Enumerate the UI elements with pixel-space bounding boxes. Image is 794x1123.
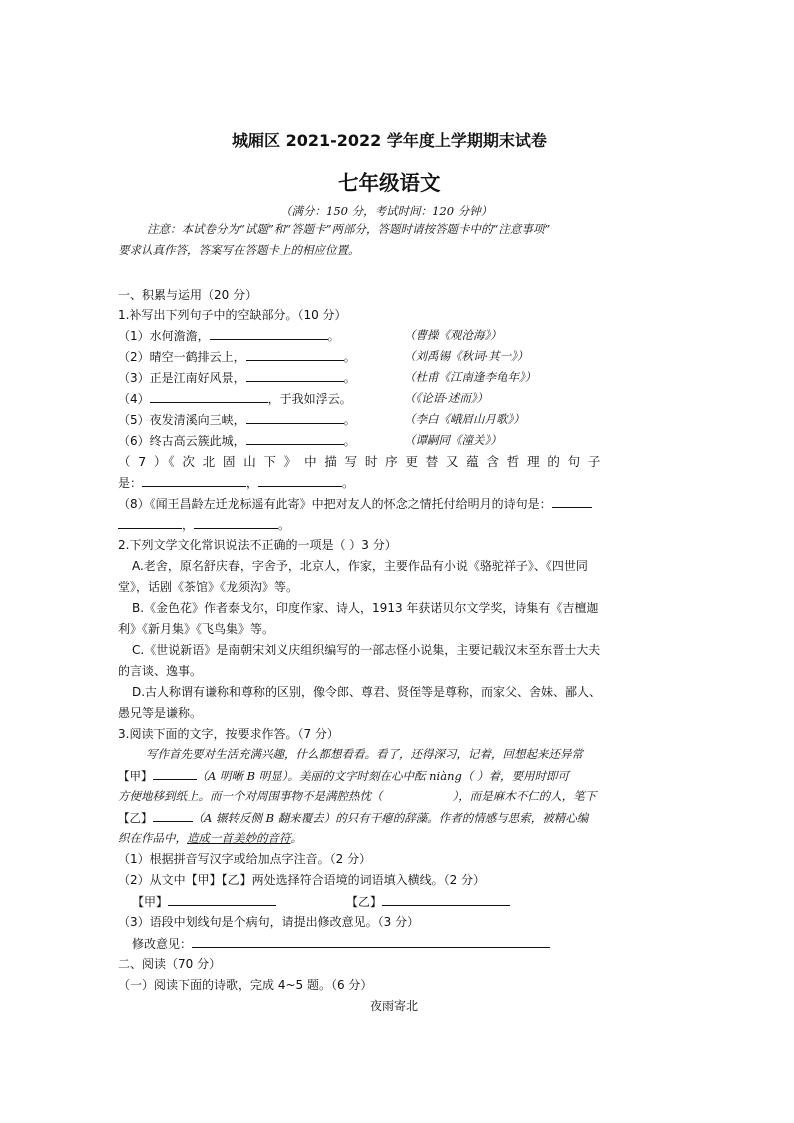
answer-blank[interactable] [150,389,268,403]
q3-edit-line: 修改意见： [132,934,550,954]
q1-source-2: （刘禹锡《秋词·其一》） [404,349,529,363]
q1-line-4: （4） ，于我如浮云。 [118,389,352,409]
answer-blank[interactable] [246,368,344,382]
q1-line-6: （6）终古高云簇此城， 。 [118,431,356,451]
answer-blank[interactable] [258,473,342,487]
q2-option-c-line1: C.《世说新语》是南朝宋刘义庆组织编写的一部志怪小说集，主要记载汉末至东晋士大夫 [132,643,601,657]
exam-title: 城厢区 2021-2022 学年度上学期期末试卷 [232,131,547,150]
q2-heading: 2.下列文学文化常识说法不正确的一项是（ ）3 分） [118,538,397,552]
section1-heading: 一、积累与运用（20 分） [118,288,258,302]
q2-option-a-line1: A.老舍，原名舒庆春，字舍予，北京人，作家，主要作品有小说《骆驼祥子》、《四世同 [132,559,588,573]
answer-blank[interactable] [118,515,182,529]
q3-passage-line5: 织在作品中，造成一首美妙的音符。 [118,831,302,845]
section2-heading: 二、阅读（70 分） [118,957,222,971]
answer-blank[interactable] [246,410,344,424]
q3-passage-line2: 【甲】 （A 明晰 B 明显）。美丽的文字时刻在心中酝 niàng（ ）着，要用时即可 [118,766,569,786]
q1-line-7-tail: 是： ， 。 [118,473,354,493]
answer-blank[interactable] [194,515,278,529]
answer-blank[interactable] [153,766,197,780]
q1-heading: 1.补写出下列句子中的空缺部分。（10 分） [118,308,347,322]
q1-source-3: （杜甫《江南逢李龟年》） [404,370,537,384]
q1-line-8-tail: ， 。 [118,515,290,535]
q1-line-1: （1）水何澹澹， 。 [118,326,340,346]
answer-blank[interactable] [142,473,246,487]
q2-option-c-line2: 的言谈、逸事。 [118,664,203,678]
q2-option-b-line1: B.《金色花》作者泰戈尔，印度作家、诗人，1913 年获诺贝尔文学奖，诗集有《吉檀迦 [132,601,599,615]
answer-blank[interactable] [153,808,193,822]
notice-line1: 注意：本试卷分为“试题”和“答题卡”两部分，答题时请按答题卡中的“注意事项” [147,222,551,236]
q3-yi-answer: 【乙】 [346,892,510,912]
q1-source-1: （曹操《观沧海》） [404,328,502,342]
answer-blank[interactable] [192,934,550,948]
poem-title: 夜雨寄北 [370,999,419,1013]
answer-blank[interactable] [552,494,592,508]
q1-line-8: （8）《闻王昌龄左迁龙标遥有此寄》中把对友人的怀念之情托付给明月的诗句是： [118,494,592,514]
answer-blank[interactable] [246,431,344,445]
q3-heading: 3.阅读下面的文字，按要求作答。（7 分） [118,727,339,741]
q1-source-6: （谭嗣同《潼关》） [404,433,502,447]
q2-option-a-line2: 堂》，话剧《茶馆》《龙须沟》等。 [118,580,299,594]
q2-option-b-line2: 利》《新月集》《飞鸟集》等。 [118,622,275,636]
q3-passage-line1: 写作首先要对生活充满兴趣，什么都想看看。看了，还得深习，记着，回想起来还异常 [146,747,583,761]
q1-line-5: （5）夜发清溪向三峡， 。 [118,410,356,430]
notice-line2: 要求认真作答，答案写在答题卡上的相应位置。 [118,243,360,257]
q3-passage-line3: 方便地移到纸上。而一个对周围事物不是满腔热忱（ ），而是麻木不仁的人，笔下 [118,789,597,803]
q3-sub2: （2）从文中【甲】【乙】两处选择符合语境的词语填入横线。（2 分） [118,873,486,887]
q1-line-3: （3）正是江南好风景， 。 [118,368,356,388]
answer-blank[interactable] [382,892,510,906]
q1-source-5: （李白《峨眉山月歌》） [404,412,525,426]
q1-source-4: （《论语·述而》） [404,391,489,405]
q2-option-d-line1: D.古人称谓有谦称和尊称的区别，像令郎、尊君、贤侄等是尊称，而家父、舍妹、鄙人、 [132,685,602,699]
q1-line-2: （2）晴空一鹤排云上， 。 [118,347,356,367]
answer-blank[interactable] [168,892,276,906]
q3-sub3: （3）语段中划线句是个病句，请提出修改意见。（3 分） [118,915,420,929]
exam-meta: （满分：150 分，考试时间：120 分钟） [280,204,493,218]
q2-option-d-line2: 愚兄等是谦称。 [118,706,203,720]
underlined-sentence: 造成一首美妙的音符 [187,831,291,845]
q3-jia-answer: 【甲】 [132,892,276,912]
answer-blank[interactable] [210,326,328,340]
q3-passage-line4: 【乙】 （A 辗转反侧 B 翻来覆去）的只有干瘪的辞藻。作者的情感与思索，被精心编 [118,808,588,828]
exam-subtitle: 七年级语文 [338,171,441,195]
answer-blank[interactable] [246,347,344,361]
q3-sub1: （1）根据拼音写汉字或给加点字注音。（2 分） [118,852,372,866]
q1-line-7: （ 7 ）《 次 北 固 山 下 》 中 描 写 时 序 更 替 又 蕴 含 哲 理 的 句 子 [118,454,603,469]
section2-part1: （一）阅读下面的诗歌，完成 4~5 题。（6 分） [118,978,373,992]
